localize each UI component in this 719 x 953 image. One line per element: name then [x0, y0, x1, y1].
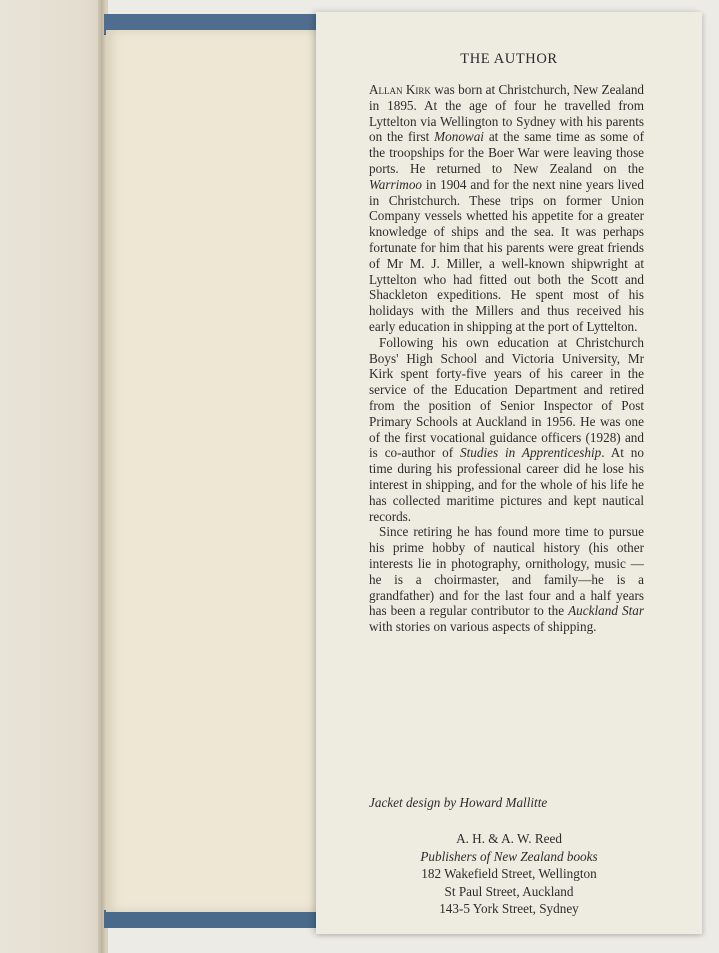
bio-text: . At no time during his professional career did he lose his interest in shipping, and for the whole of his life he has collected maritime pictures and kept nautical records. [369, 445, 644, 524]
author-name: Allan Kirk [369, 82, 431, 97]
book-cover-board [0, 0, 108, 953]
publisher-address-3: 143-5 York Street, Sydney [439, 901, 579, 916]
bio-text: was born at Christchurch, New Zealand in 1895. At the age of four he travelled from Lyttelton via Wellington to Sydney with his parents on the first [369, 82, 645, 145]
publisher-block [316, 830, 702, 918]
bio-text: with stories on various aspects of shipping. [369, 619, 597, 635]
author-bio [369, 82, 644, 635]
book-title: Studies in Apprenticeship [460, 445, 602, 461]
bio-text: Following his own education at Christchurch Boys' High School and Victoria University, Mr Kirk spent forty-five years of his career in the service of the Education Department and retired from the position of Senior Inspector of Post Primary Schools at Auckland in 1956. He was one of the first vocational guidance officers (1928) and is co-author of [369, 334, 644, 461]
publisher-name: A. H. & A. W. Reed [456, 831, 562, 846]
bio-text: in 1904 and for the next nine years lived in Christchurch. These trips on former Union Company vessels whetted his appetite for a greater knowledge of ships and the sea. It was perhaps fortunate for him that his parents were great friends of Mr M. J. Miller, a well-known shipwright at Lyttelton who had fitted out both the Scott and Shackleton expeditions. He spent most of his holidays with the Millers and thus received his early education in shipping at the port of Lyttelton. [369, 176, 644, 334]
publisher-tagline: Publishers of New Zealand books [420, 848, 598, 864]
ship-name: Warrimoo [369, 176, 423, 192]
jacket-design-credit: Jacket design by Howard Mallitte [369, 795, 548, 810]
bio-paragraph-3 [369, 524, 644, 635]
newspaper-title: Auckland Star [568, 603, 644, 619]
publisher-address-1: 182 Wakefield Street, Wellington [421, 866, 597, 881]
endpaper [106, 30, 318, 912]
publisher-address-2: St Paul Street, Auckland [444, 883, 574, 899]
bio-paragraph-1 [369, 82, 644, 335]
bio-paragraph-2 [369, 335, 644, 525]
flap-heading: THE AUTHOR [460, 51, 558, 67]
jacket-flap [316, 12, 702, 934]
ship-name: Monowai [434, 129, 484, 145]
bio-text: Since retiring he has found more time to pursue his prime hobby of nautical history (his other interests lie in photography, ornithology, music —he is a choirmaster, and family—he is a grandfather) and for the last four and a half years has been a regular contributor to the [369, 524, 644, 619]
board-edge [98, 0, 106, 953]
bio-text: at the same time as some of the troopships for the Boer War were leaving those ports. He returned to New Zealand on the [369, 129, 644, 176]
